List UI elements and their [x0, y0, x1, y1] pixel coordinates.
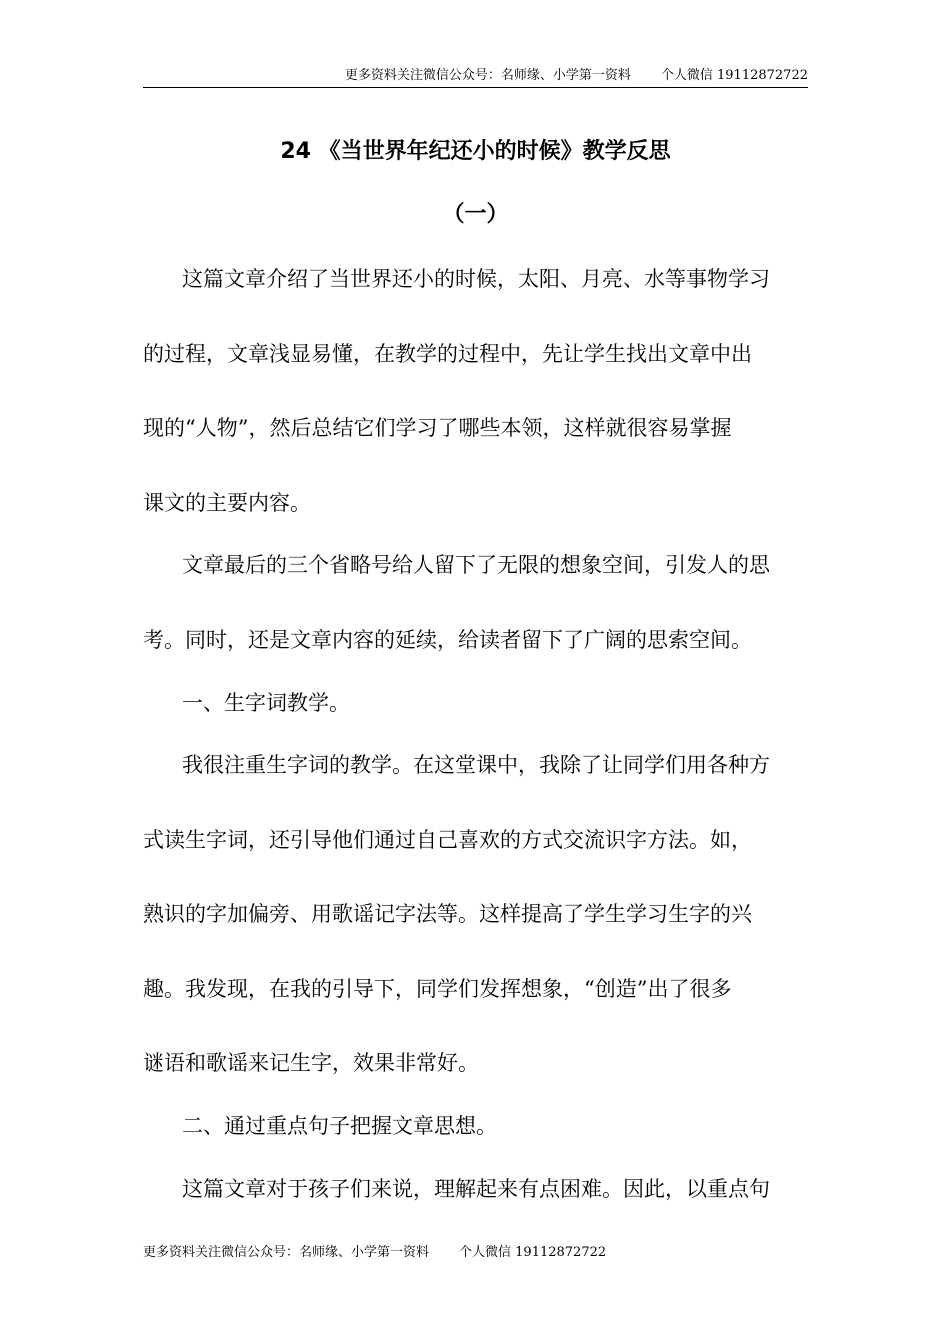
body-line: 式读生字词，还引导他们通过自己喜欢的方式交流识字方法。如，: [143, 828, 752, 852]
body-line: 趣。我发现，在我的引导下，同学们发挥想象，“创造”出了很多: [143, 977, 732, 1001]
body-line: 谜语和歌谣来记生字，效果非常好。: [143, 1051, 479, 1075]
body-line: 熟识的字加偏旁、用歌谣记字法等。这样提高了学生学习生字的兴: [143, 902, 752, 926]
header-personal-wechat: 个人微信 19112872722: [660, 68, 808, 83]
body-line: 考。同时，还是文章内容的延续，给读者留下了广阔的思索空间。: [143, 628, 752, 652]
section-heading: 二、通过重点句子把握文章思想。: [182, 1114, 497, 1138]
footer-personal-wechat: 个人微信 19112872722: [459, 1245, 607, 1260]
page-header: [143, 68, 808, 84]
body-line: 这篇文章对于孩子们来说，理解起来有点困难。因此，以重点句: [182, 1177, 770, 1201]
body-line: 这篇文章介绍了当世界还小的时候，太阳、月亮、水等事物学习: [182, 267, 770, 291]
header-wechat-account: 更多资料关注微信公众号：名师缘、小学第一资料: [344, 68, 631, 83]
body-line: 现的“人物”，然后总结它们学习了哪些本领，这样就很容易掌握: [143, 416, 732, 440]
body-line: 我很注重生字词的教学。在这堂课中，我除了让同学们用各种方: [182, 753, 770, 777]
body-line: 的过程，文章浅显易懂，在教学的过程中，先让学生找出文章中出: [143, 342, 752, 366]
footer-wechat-account: 更多资料关注微信公众号：名师缘、小学第一资料: [143, 1245, 430, 1260]
header-divider: [143, 87, 808, 88]
section-heading: 一、生字词教学。: [182, 691, 350, 715]
section-number: （一）: [442, 202, 509, 227]
page-footer: [143, 1245, 606, 1261]
body-line: 课文的主要内容。: [143, 491, 311, 515]
body-line: 文章最后的三个省略号给人留下了无限的想象空间，引发人的思: [182, 553, 770, 577]
document-title: 24 《当世界年纪还小的时候》教学反思: [280, 139, 671, 164]
